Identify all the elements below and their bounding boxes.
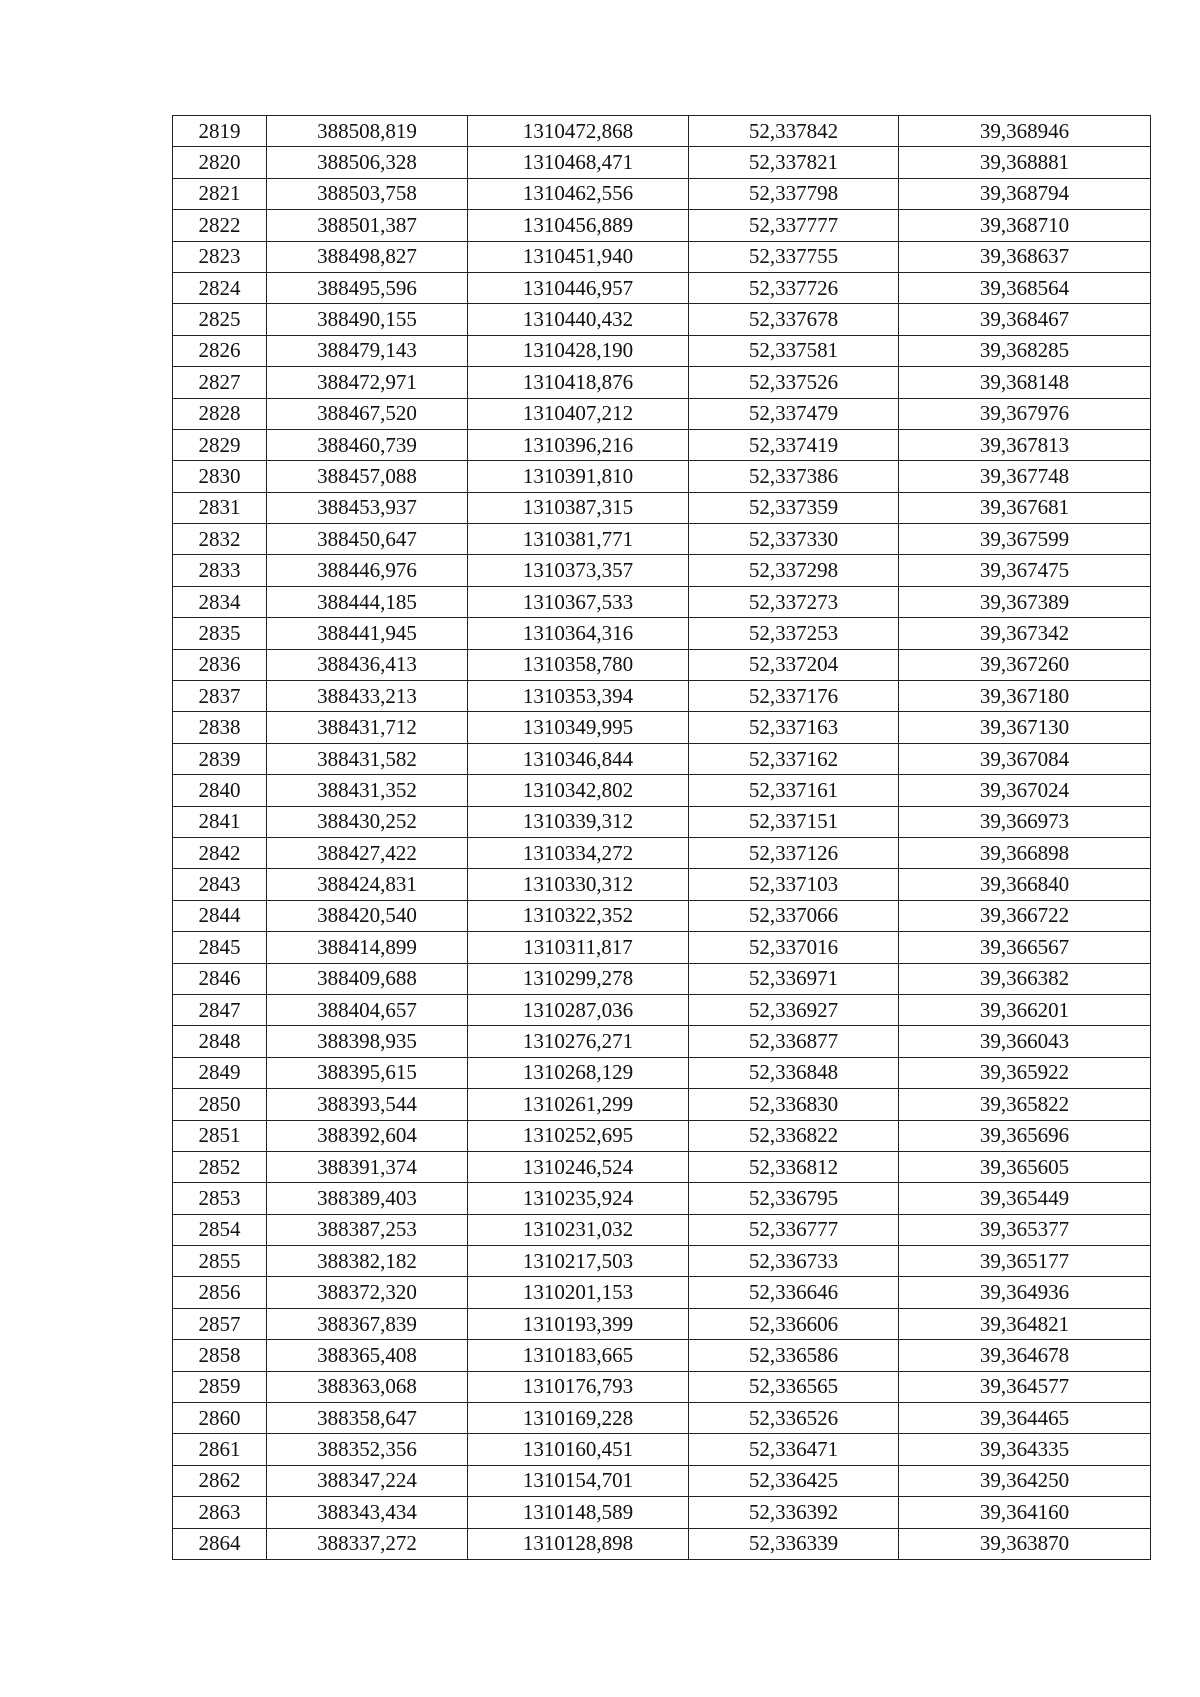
latitude-cell: 52,337103 bbox=[689, 869, 899, 900]
table-row bbox=[173, 932, 1151, 963]
latitude-cell: 52,337204 bbox=[689, 649, 899, 680]
longitude-cell: 39,367024 bbox=[899, 775, 1151, 806]
x-coordinate-cell: 388501,387 bbox=[267, 210, 468, 241]
x-coordinate-cell: 388436,413 bbox=[267, 649, 468, 680]
y-coordinate-cell: 1310287,036 bbox=[468, 994, 689, 1025]
x-coordinate-cell: 388479,143 bbox=[267, 335, 468, 366]
longitude-cell: 39,367389 bbox=[899, 586, 1151, 617]
x-coordinate-cell: 388420,540 bbox=[267, 900, 468, 931]
y-coordinate-cell: 1310451,940 bbox=[468, 241, 689, 272]
latitude-cell: 52,337419 bbox=[689, 429, 899, 460]
point-number-cell: 2825 bbox=[173, 304, 267, 335]
table-row bbox=[173, 994, 1151, 1025]
latitude-cell: 52,336822 bbox=[689, 1120, 899, 1151]
point-number-cell: 2854 bbox=[173, 1214, 267, 1245]
x-coordinate-cell: 388343,434 bbox=[267, 1497, 468, 1528]
longitude-cell: 39,367681 bbox=[899, 492, 1151, 523]
y-coordinate-cell: 1310349,995 bbox=[468, 712, 689, 743]
x-coordinate-cell: 388347,224 bbox=[267, 1465, 468, 1496]
table-row bbox=[173, 524, 1151, 555]
table-row bbox=[173, 304, 1151, 335]
point-number-cell: 2857 bbox=[173, 1308, 267, 1339]
y-coordinate-cell: 1310428,190 bbox=[468, 335, 689, 366]
point-number-cell: 2838 bbox=[173, 712, 267, 743]
x-coordinate-cell: 388391,374 bbox=[267, 1151, 468, 1182]
longitude-cell: 39,365177 bbox=[899, 1246, 1151, 1277]
table-row bbox=[173, 1246, 1151, 1277]
point-number-cell: 2842 bbox=[173, 837, 267, 868]
longitude-cell: 39,364821 bbox=[899, 1308, 1151, 1339]
table-row bbox=[173, 367, 1151, 398]
point-number-cell: 2856 bbox=[173, 1277, 267, 1308]
point-number-cell: 2833 bbox=[173, 555, 267, 586]
x-coordinate-cell: 388395,615 bbox=[267, 1057, 468, 1088]
longitude-cell: 39,366201 bbox=[899, 994, 1151, 1025]
x-coordinate-cell: 388398,935 bbox=[267, 1026, 468, 1057]
latitude-cell: 52,336526 bbox=[689, 1403, 899, 1434]
point-number-cell: 2834 bbox=[173, 586, 267, 617]
latitude-cell: 52,337330 bbox=[689, 524, 899, 555]
y-coordinate-cell: 1310373,357 bbox=[468, 555, 689, 586]
point-number-cell: 2822 bbox=[173, 210, 267, 241]
longitude-cell: 39,366898 bbox=[899, 837, 1151, 868]
table-row bbox=[173, 116, 1151, 147]
point-number-cell: 2850 bbox=[173, 1089, 267, 1120]
x-coordinate-cell: 388453,937 bbox=[267, 492, 468, 523]
longitude-cell: 39,365822 bbox=[899, 1089, 1151, 1120]
longitude-cell: 39,367130 bbox=[899, 712, 1151, 743]
x-coordinate-cell: 388460,739 bbox=[267, 429, 468, 460]
table-row bbox=[173, 1214, 1151, 1245]
point-number-cell: 2843 bbox=[173, 869, 267, 900]
x-coordinate-cell: 388430,252 bbox=[267, 806, 468, 837]
x-coordinate-cell: 388441,945 bbox=[267, 618, 468, 649]
table-row bbox=[173, 869, 1151, 900]
y-coordinate-cell: 1310217,503 bbox=[468, 1246, 689, 1277]
x-coordinate-cell: 388389,403 bbox=[267, 1183, 468, 1214]
point-number-cell: 2835 bbox=[173, 618, 267, 649]
longitude-cell: 39,367748 bbox=[899, 461, 1151, 492]
latitude-cell: 52,336877 bbox=[689, 1026, 899, 1057]
longitude-cell: 39,368946 bbox=[899, 116, 1151, 147]
x-coordinate-cell: 388337,272 bbox=[267, 1528, 468, 1559]
point-number-cell: 2864 bbox=[173, 1528, 267, 1559]
latitude-cell: 52,337176 bbox=[689, 681, 899, 712]
point-number-cell: 2827 bbox=[173, 367, 267, 398]
table-row bbox=[173, 586, 1151, 617]
latitude-cell: 52,337678 bbox=[689, 304, 899, 335]
latitude-cell: 52,336777 bbox=[689, 1214, 899, 1245]
longitude-cell: 39,368794 bbox=[899, 178, 1151, 209]
point-number-cell: 2860 bbox=[173, 1403, 267, 1434]
y-coordinate-cell: 1310268,129 bbox=[468, 1057, 689, 1088]
table-row bbox=[173, 681, 1151, 712]
y-coordinate-cell: 1310322,352 bbox=[468, 900, 689, 931]
table-row bbox=[173, 429, 1151, 460]
point-number-cell: 2832 bbox=[173, 524, 267, 555]
coordinate-table-body bbox=[173, 116, 1151, 1560]
table-row bbox=[173, 712, 1151, 743]
longitude-cell: 39,367475 bbox=[899, 555, 1151, 586]
y-coordinate-cell: 1310346,844 bbox=[468, 743, 689, 774]
y-coordinate-cell: 1310311,817 bbox=[468, 932, 689, 963]
latitude-cell: 52,337163 bbox=[689, 712, 899, 743]
latitude-cell: 52,336848 bbox=[689, 1057, 899, 1088]
table-row bbox=[173, 1120, 1151, 1151]
latitude-cell: 52,336606 bbox=[689, 1308, 899, 1339]
y-coordinate-cell: 1310456,889 bbox=[468, 210, 689, 241]
y-coordinate-cell: 1310231,032 bbox=[468, 1214, 689, 1245]
table-row bbox=[173, 1057, 1151, 1088]
y-coordinate-cell: 1310246,524 bbox=[468, 1151, 689, 1182]
point-number-cell: 2859 bbox=[173, 1371, 267, 1402]
point-number-cell: 2846 bbox=[173, 963, 267, 994]
x-coordinate-cell: 388427,422 bbox=[267, 837, 468, 868]
x-coordinate-cell: 388457,088 bbox=[267, 461, 468, 492]
latitude-cell: 52,337777 bbox=[689, 210, 899, 241]
latitude-cell: 52,337161 bbox=[689, 775, 899, 806]
point-number-cell: 2823 bbox=[173, 241, 267, 272]
y-coordinate-cell: 1310468,471 bbox=[468, 147, 689, 178]
longitude-cell: 39,363870 bbox=[899, 1528, 1151, 1559]
y-coordinate-cell: 1310364,316 bbox=[468, 618, 689, 649]
y-coordinate-cell: 1310407,212 bbox=[468, 398, 689, 429]
x-coordinate-cell: 388433,213 bbox=[267, 681, 468, 712]
latitude-cell: 52,336830 bbox=[689, 1089, 899, 1120]
table-row bbox=[173, 1089, 1151, 1120]
x-coordinate-cell: 388387,253 bbox=[267, 1214, 468, 1245]
longitude-cell: 39,366567 bbox=[899, 932, 1151, 963]
x-coordinate-cell: 388490,155 bbox=[267, 304, 468, 335]
longitude-cell: 39,366382 bbox=[899, 963, 1151, 994]
table-row bbox=[173, 241, 1151, 272]
longitude-cell: 39,365696 bbox=[899, 1120, 1151, 1151]
table-row bbox=[173, 1308, 1151, 1339]
point-number-cell: 2858 bbox=[173, 1340, 267, 1371]
latitude-cell: 52,337386 bbox=[689, 461, 899, 492]
longitude-cell: 39,364335 bbox=[899, 1434, 1151, 1465]
longitude-cell: 39,368285 bbox=[899, 335, 1151, 366]
longitude-cell: 39,367813 bbox=[899, 429, 1151, 460]
latitude-cell: 52,337726 bbox=[689, 272, 899, 303]
latitude-cell: 52,337126 bbox=[689, 837, 899, 868]
latitude-cell: 52,336812 bbox=[689, 1151, 899, 1182]
y-coordinate-cell: 1310339,312 bbox=[468, 806, 689, 837]
table-row bbox=[173, 775, 1151, 806]
latitude-cell: 52,337821 bbox=[689, 147, 899, 178]
table-row bbox=[173, 398, 1151, 429]
longitude-cell: 39,365605 bbox=[899, 1151, 1151, 1182]
table-row bbox=[173, 837, 1151, 868]
x-coordinate-cell: 388506,328 bbox=[267, 147, 468, 178]
latitude-cell: 52,337151 bbox=[689, 806, 899, 837]
y-coordinate-cell: 1310169,228 bbox=[468, 1403, 689, 1434]
x-coordinate-cell: 388444,185 bbox=[267, 586, 468, 617]
latitude-cell: 52,337273 bbox=[689, 586, 899, 617]
x-coordinate-cell: 388382,182 bbox=[267, 1246, 468, 1277]
point-number-cell: 2836 bbox=[173, 649, 267, 680]
latitude-cell: 52,337298 bbox=[689, 555, 899, 586]
table-row bbox=[173, 1151, 1151, 1182]
x-coordinate-cell: 388446,976 bbox=[267, 555, 468, 586]
point-number-cell: 2847 bbox=[173, 994, 267, 1025]
longitude-cell: 39,366840 bbox=[899, 869, 1151, 900]
point-number-cell: 2863 bbox=[173, 1497, 267, 1528]
table-row bbox=[173, 555, 1151, 586]
point-number-cell: 2839 bbox=[173, 743, 267, 774]
x-coordinate-cell: 388358,647 bbox=[267, 1403, 468, 1434]
point-number-cell: 2845 bbox=[173, 932, 267, 963]
y-coordinate-cell: 1310201,153 bbox=[468, 1277, 689, 1308]
latitude-cell: 52,337842 bbox=[689, 116, 899, 147]
y-coordinate-cell: 1310276,271 bbox=[468, 1026, 689, 1057]
y-coordinate-cell: 1310353,394 bbox=[468, 681, 689, 712]
longitude-cell: 39,368564 bbox=[899, 272, 1151, 303]
y-coordinate-cell: 1310396,216 bbox=[468, 429, 689, 460]
y-coordinate-cell: 1310193,399 bbox=[468, 1308, 689, 1339]
latitude-cell: 52,337253 bbox=[689, 618, 899, 649]
point-number-cell: 2851 bbox=[173, 1120, 267, 1151]
point-number-cell: 2862 bbox=[173, 1465, 267, 1496]
x-coordinate-cell: 388404,657 bbox=[267, 994, 468, 1025]
x-coordinate-cell: 388431,352 bbox=[267, 775, 468, 806]
table-row bbox=[173, 335, 1151, 366]
point-number-cell: 2837 bbox=[173, 681, 267, 712]
table-row bbox=[173, 1434, 1151, 1465]
point-number-cell: 2853 bbox=[173, 1183, 267, 1214]
y-coordinate-cell: 1310358,780 bbox=[468, 649, 689, 680]
longitude-cell: 39,366973 bbox=[899, 806, 1151, 837]
table-row bbox=[173, 1528, 1151, 1559]
x-coordinate-cell: 388367,839 bbox=[267, 1308, 468, 1339]
longitude-cell: 39,364577 bbox=[899, 1371, 1151, 1402]
y-coordinate-cell: 1310148,589 bbox=[468, 1497, 689, 1528]
latitude-cell: 52,336795 bbox=[689, 1183, 899, 1214]
latitude-cell: 52,337798 bbox=[689, 178, 899, 209]
y-coordinate-cell: 1310462,556 bbox=[468, 178, 689, 209]
x-coordinate-cell: 388352,356 bbox=[267, 1434, 468, 1465]
table-row bbox=[173, 1403, 1151, 1434]
y-coordinate-cell: 1310381,771 bbox=[468, 524, 689, 555]
latitude-cell: 52,337016 bbox=[689, 932, 899, 963]
y-coordinate-cell: 1310261,299 bbox=[468, 1089, 689, 1120]
x-coordinate-cell: 388392,604 bbox=[267, 1120, 468, 1151]
latitude-cell: 52,336733 bbox=[689, 1246, 899, 1277]
latitude-cell: 52,337526 bbox=[689, 367, 899, 398]
point-number-cell: 2824 bbox=[173, 272, 267, 303]
y-coordinate-cell: 1310176,793 bbox=[468, 1371, 689, 1402]
latitude-cell: 52,337479 bbox=[689, 398, 899, 429]
table-row bbox=[173, 178, 1151, 209]
latitude-cell: 52,336927 bbox=[689, 994, 899, 1025]
latitude-cell: 52,336471 bbox=[689, 1434, 899, 1465]
y-coordinate-cell: 1310183,665 bbox=[468, 1340, 689, 1371]
y-coordinate-cell: 1310440,432 bbox=[468, 304, 689, 335]
longitude-cell: 39,367260 bbox=[899, 649, 1151, 680]
x-coordinate-cell: 388498,827 bbox=[267, 241, 468, 272]
latitude-cell: 52,337755 bbox=[689, 241, 899, 272]
y-coordinate-cell: 1310128,898 bbox=[468, 1528, 689, 1559]
table-row bbox=[173, 618, 1151, 649]
coordinate-table bbox=[172, 115, 1151, 1560]
table-row bbox=[173, 1183, 1151, 1214]
longitude-cell: 39,367599 bbox=[899, 524, 1151, 555]
latitude-cell: 52,336971 bbox=[689, 963, 899, 994]
latitude-cell: 52,336392 bbox=[689, 1497, 899, 1528]
latitude-cell: 52,336425 bbox=[689, 1465, 899, 1496]
y-coordinate-cell: 1310334,272 bbox=[468, 837, 689, 868]
x-coordinate-cell: 388409,688 bbox=[267, 963, 468, 994]
latitude-cell: 52,336586 bbox=[689, 1340, 899, 1371]
latitude-cell: 52,337581 bbox=[689, 335, 899, 366]
point-number-cell: 2829 bbox=[173, 429, 267, 460]
y-coordinate-cell: 1310472,868 bbox=[468, 116, 689, 147]
x-coordinate-cell: 388450,647 bbox=[267, 524, 468, 555]
point-number-cell: 2848 bbox=[173, 1026, 267, 1057]
longitude-cell: 39,366722 bbox=[899, 900, 1151, 931]
y-coordinate-cell: 1310235,924 bbox=[468, 1183, 689, 1214]
y-coordinate-cell: 1310299,278 bbox=[468, 963, 689, 994]
table-row bbox=[173, 1340, 1151, 1371]
longitude-cell: 39,365449 bbox=[899, 1183, 1151, 1214]
x-coordinate-cell: 388467,520 bbox=[267, 398, 468, 429]
x-coordinate-cell: 388414,899 bbox=[267, 932, 468, 963]
y-coordinate-cell: 1310330,312 bbox=[468, 869, 689, 900]
table-row bbox=[173, 1026, 1151, 1057]
point-number-cell: 2852 bbox=[173, 1151, 267, 1182]
longitude-cell: 39,367084 bbox=[899, 743, 1151, 774]
y-coordinate-cell: 1310391,810 bbox=[468, 461, 689, 492]
longitude-cell: 39,364160 bbox=[899, 1497, 1151, 1528]
table-row bbox=[173, 900, 1151, 931]
longitude-cell: 39,365377 bbox=[899, 1214, 1151, 1245]
longitude-cell: 39,364936 bbox=[899, 1277, 1151, 1308]
longitude-cell: 39,367180 bbox=[899, 681, 1151, 712]
point-number-cell: 2855 bbox=[173, 1246, 267, 1277]
table-row bbox=[173, 210, 1151, 241]
longitude-cell: 39,368710 bbox=[899, 210, 1151, 241]
latitude-cell: 52,337162 bbox=[689, 743, 899, 774]
longitude-cell: 39,368148 bbox=[899, 367, 1151, 398]
point-number-cell: 2841 bbox=[173, 806, 267, 837]
longitude-cell: 39,364250 bbox=[899, 1465, 1151, 1496]
point-number-cell: 2840 bbox=[173, 775, 267, 806]
longitude-cell: 39,366043 bbox=[899, 1026, 1151, 1057]
point-number-cell: 2828 bbox=[173, 398, 267, 429]
point-number-cell: 2831 bbox=[173, 492, 267, 523]
y-coordinate-cell: 1310342,802 bbox=[468, 775, 689, 806]
table-row bbox=[173, 1277, 1151, 1308]
longitude-cell: 39,365922 bbox=[899, 1057, 1151, 1088]
longitude-cell: 39,368881 bbox=[899, 147, 1151, 178]
latitude-cell: 52,336339 bbox=[689, 1528, 899, 1559]
point-number-cell: 2830 bbox=[173, 461, 267, 492]
latitude-cell: 52,336646 bbox=[689, 1277, 899, 1308]
y-coordinate-cell: 1310160,451 bbox=[468, 1434, 689, 1465]
x-coordinate-cell: 388424,831 bbox=[267, 869, 468, 900]
x-coordinate-cell: 388495,596 bbox=[267, 272, 468, 303]
table-row bbox=[173, 272, 1151, 303]
y-coordinate-cell: 1310446,957 bbox=[468, 272, 689, 303]
x-coordinate-cell: 388372,320 bbox=[267, 1277, 468, 1308]
table-row bbox=[173, 649, 1151, 680]
table-row bbox=[173, 1497, 1151, 1528]
table-row bbox=[173, 492, 1151, 523]
y-coordinate-cell: 1310252,695 bbox=[468, 1120, 689, 1151]
x-coordinate-cell: 388503,758 bbox=[267, 178, 468, 209]
longitude-cell: 39,368637 bbox=[899, 241, 1151, 272]
x-coordinate-cell: 388472,971 bbox=[267, 367, 468, 398]
longitude-cell: 39,367342 bbox=[899, 618, 1151, 649]
table-row bbox=[173, 963, 1151, 994]
latitude-cell: 52,337359 bbox=[689, 492, 899, 523]
x-coordinate-cell: 388431,712 bbox=[267, 712, 468, 743]
point-number-cell: 2819 bbox=[173, 116, 267, 147]
point-number-cell: 2826 bbox=[173, 335, 267, 366]
point-number-cell: 2861 bbox=[173, 1434, 267, 1465]
longitude-cell: 39,367976 bbox=[899, 398, 1151, 429]
y-coordinate-cell: 1310387,315 bbox=[468, 492, 689, 523]
longitude-cell: 39,364465 bbox=[899, 1403, 1151, 1434]
y-coordinate-cell: 1310367,533 bbox=[468, 586, 689, 617]
y-coordinate-cell: 1310418,876 bbox=[468, 367, 689, 398]
table-row bbox=[173, 806, 1151, 837]
table-row bbox=[173, 1465, 1151, 1496]
longitude-cell: 39,364678 bbox=[899, 1340, 1151, 1371]
latitude-cell: 52,337066 bbox=[689, 900, 899, 931]
point-number-cell: 2844 bbox=[173, 900, 267, 931]
x-coordinate-cell: 388393,544 bbox=[267, 1089, 468, 1120]
point-number-cell: 2821 bbox=[173, 178, 267, 209]
table-row bbox=[173, 147, 1151, 178]
latitude-cell: 52,336565 bbox=[689, 1371, 899, 1402]
longitude-cell: 39,368467 bbox=[899, 304, 1151, 335]
x-coordinate-cell: 388508,819 bbox=[267, 116, 468, 147]
table-row bbox=[173, 743, 1151, 774]
table-row bbox=[173, 1371, 1151, 1402]
table-row bbox=[173, 461, 1151, 492]
y-coordinate-cell: 1310154,701 bbox=[468, 1465, 689, 1496]
x-coordinate-cell: 388363,068 bbox=[267, 1371, 468, 1402]
x-coordinate-cell: 388365,408 bbox=[267, 1340, 468, 1371]
point-number-cell: 2849 bbox=[173, 1057, 267, 1088]
point-number-cell: 2820 bbox=[173, 147, 267, 178]
x-coordinate-cell: 388431,582 bbox=[267, 743, 468, 774]
